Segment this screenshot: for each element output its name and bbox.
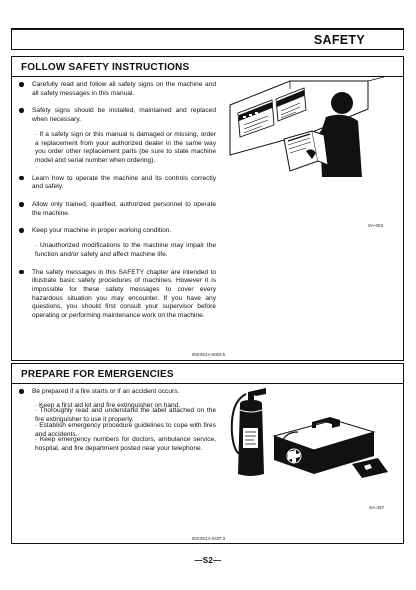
sub-item: · Establish emergency procedure guidelines to cope with fires and accidents.	[35, 421, 216, 438]
bullet-icon	[19, 176, 24, 181]
follow-safety-section	[11, 56, 404, 361]
section-title: FOLLOW SAFETY INSTRUCTIONS	[21, 62, 190, 73]
safety-sign-icon	[276, 88, 306, 121]
fire-extinguisher-icon	[232, 388, 266, 476]
safety-sign-icon	[238, 100, 274, 137]
sub-item: · If a safety sign or this manual is damaged or missing, order a replacement from your authorized dealer in the same way you order other replacement parts (be sure to state machine model and serial number when ordering).	[35, 130, 216, 164]
document-code: 004-E01A-0437-3	[192, 536, 226, 541]
prepare-emergencies-section	[11, 363, 404, 544]
list-item: Learn how to operate the machine and its controls correctly and safely.	[18, 175, 216, 192]
bullet-icon	[19, 82, 24, 87]
list-item: Be prepared if a fire starts or if an accident occurs.	[18, 388, 216, 397]
instructions-text	[18, 81, 216, 330]
figure-code: SA-003	[368, 223, 384, 228]
emergency-equipment-illustration	[226, 382, 396, 482]
list-item: Allow only trained, qualified, authorized personnel to operate the machine.	[18, 201, 216, 218]
sub-item: · Keep emergency numbers for doctors, ambulance service, hospital, and fire department posted near your telephone.	[35, 436, 216, 452]
list-item: The safety messages in this SAFETY chapter are intended to illustrate basic safety procedures of machines. However it is impossible for these safety messages to cover every hazardous situation you may encounter. If you have any questions, you should first consult your supervisor before operating or performing maintenance work on the machine.	[18, 269, 216, 321]
list-item: Carefully read and follow all safety signs on the machine and all safety messages in this manual.	[18, 81, 216, 98]
figure-code: SA-437	[369, 505, 385, 510]
bullet-icon	[19, 202, 24, 207]
person-body	[320, 115, 362, 177]
emergency-card-icon	[352, 458, 388, 478]
sub-item: · Keep a first aid kit and fire extinguisher on hand.	[35, 401, 181, 409]
list-item: Keep your machine in proper working condition.	[18, 227, 216, 236]
page-number: —S2—	[194, 556, 222, 565]
header-bar	[11, 28, 404, 50]
section-title: PREPARE FOR EMERGENCIES	[21, 369, 174, 380]
bullet-icon	[19, 228, 24, 233]
reading-manual-illustration	[226, 75, 396, 177]
sub-item: · Thoroughly read and understand the label attached on the fire extinguisher to use it properly.	[35, 407, 216, 424]
document-code: 003-E01A-0003-5	[192, 352, 226, 357]
bullet-icon	[19, 270, 24, 275]
bullet-icon	[19, 108, 24, 113]
emergencies-text	[18, 388, 216, 454]
person-head	[331, 92, 353, 114]
list-item: Safety signs should be installed, maintained and replaced when necessary.	[18, 107, 216, 124]
sub-item: · Unauthorized modifications to the machine may impair the function and/or safety and affect machine life.	[35, 242, 216, 258]
bullet-icon	[19, 389, 24, 394]
page-title: SAFETY	[313, 33, 365, 47]
